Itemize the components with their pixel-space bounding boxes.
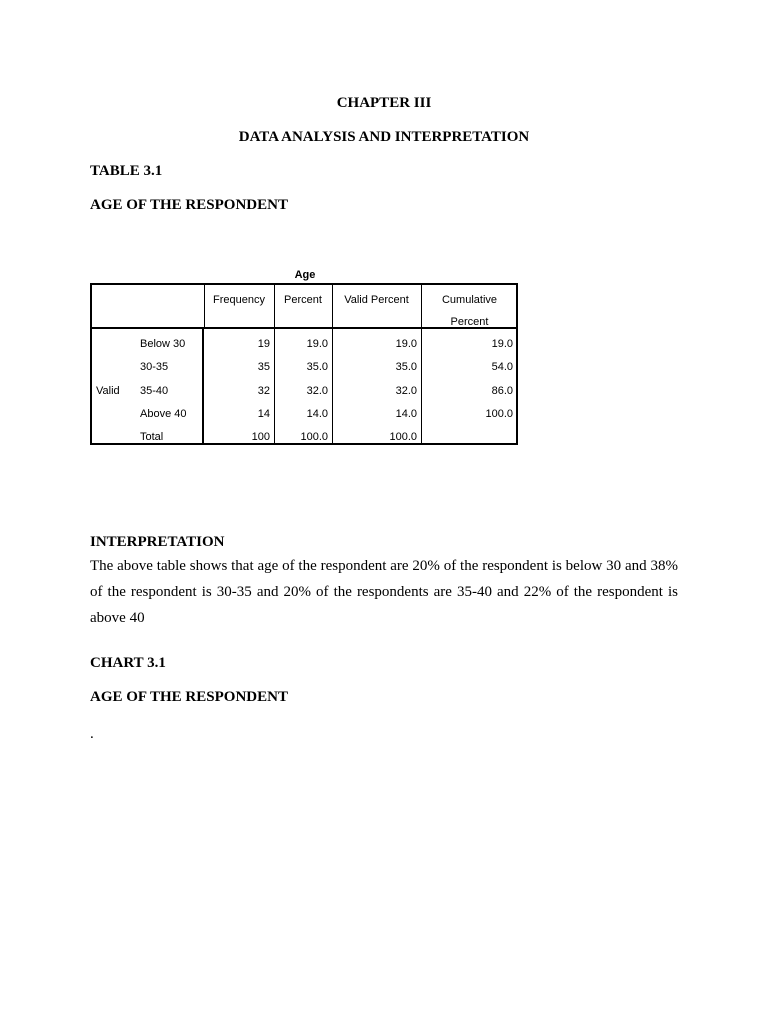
row-label: Below 30	[140, 338, 186, 350]
cumulative-cell: 54.0	[491, 361, 513, 373]
section-title: DATA ANALYSIS AND INTERPRETATION	[238, 129, 530, 145]
row-label: Above 40	[140, 408, 187, 420]
interpretation-paragraph: The above table shows that age of the respondent are 20% of the respondent is below 30 and 38% of the respondent is 30-35 and 20% of the respondents are 35-40 and 22% of the respondent is above 40	[90, 558, 678, 626]
age-frequency-table	[90, 283, 518, 445]
row-label: 30-35	[140, 361, 169, 373]
percent-cell: 35.0	[306, 361, 328, 373]
cumulative-cell: 19.0	[491, 338, 513, 350]
frequency-cell: 35	[257, 361, 270, 373]
trailing-mark: .	[90, 726, 94, 742]
group-label-valid: Valid	[96, 385, 120, 397]
table-title: AGE OF THE RESPONDENT	[90, 197, 288, 213]
valid-percent-cell: 100.0	[389, 431, 417, 443]
valid-percent-cell: 14.0	[395, 408, 417, 420]
row-label: Total	[140, 431, 164, 443]
chart-label: CHART 3.1	[90, 655, 166, 671]
header-frequency: Frequency	[213, 294, 265, 306]
header-cumulative: Cumulative	[441, 294, 498, 306]
table-caption: Age	[294, 269, 316, 281]
frequency-cell: 32	[257, 385, 270, 397]
valid-percent-cell: 32.0	[395, 385, 417, 397]
chapter-heading: CHAPTER III	[336, 95, 432, 111]
cumulative-cell: 86.0	[491, 385, 513, 397]
cumulative-cell: 100.0	[485, 408, 513, 420]
interpretation-heading: INTERPRETATION	[90, 534, 225, 550]
valid-percent-cell: 35.0	[395, 361, 417, 373]
row-label: 35-40	[140, 385, 169, 397]
header-percent: Percent	[284, 294, 322, 306]
percent-cell: 100.0	[300, 431, 328, 443]
frequency-cell: 19	[257, 338, 270, 350]
percent-cell: 19.0	[306, 338, 328, 350]
frequency-cell: 14	[257, 408, 270, 420]
header-valid-percent: Valid Percent	[344, 294, 409, 306]
percent-cell: 14.0	[306, 408, 328, 420]
header-cumulative-percent: Percent	[450, 316, 489, 328]
percent-cell: 32.0	[306, 385, 328, 397]
table-label: TABLE 3.1	[90, 163, 163, 179]
valid-percent-cell: 19.0	[395, 338, 417, 350]
header-divider-vertical	[204, 285, 205, 327]
frequency-cell: 100	[251, 431, 270, 443]
chart-title: AGE OF THE RESPONDENT	[90, 689, 288, 705]
